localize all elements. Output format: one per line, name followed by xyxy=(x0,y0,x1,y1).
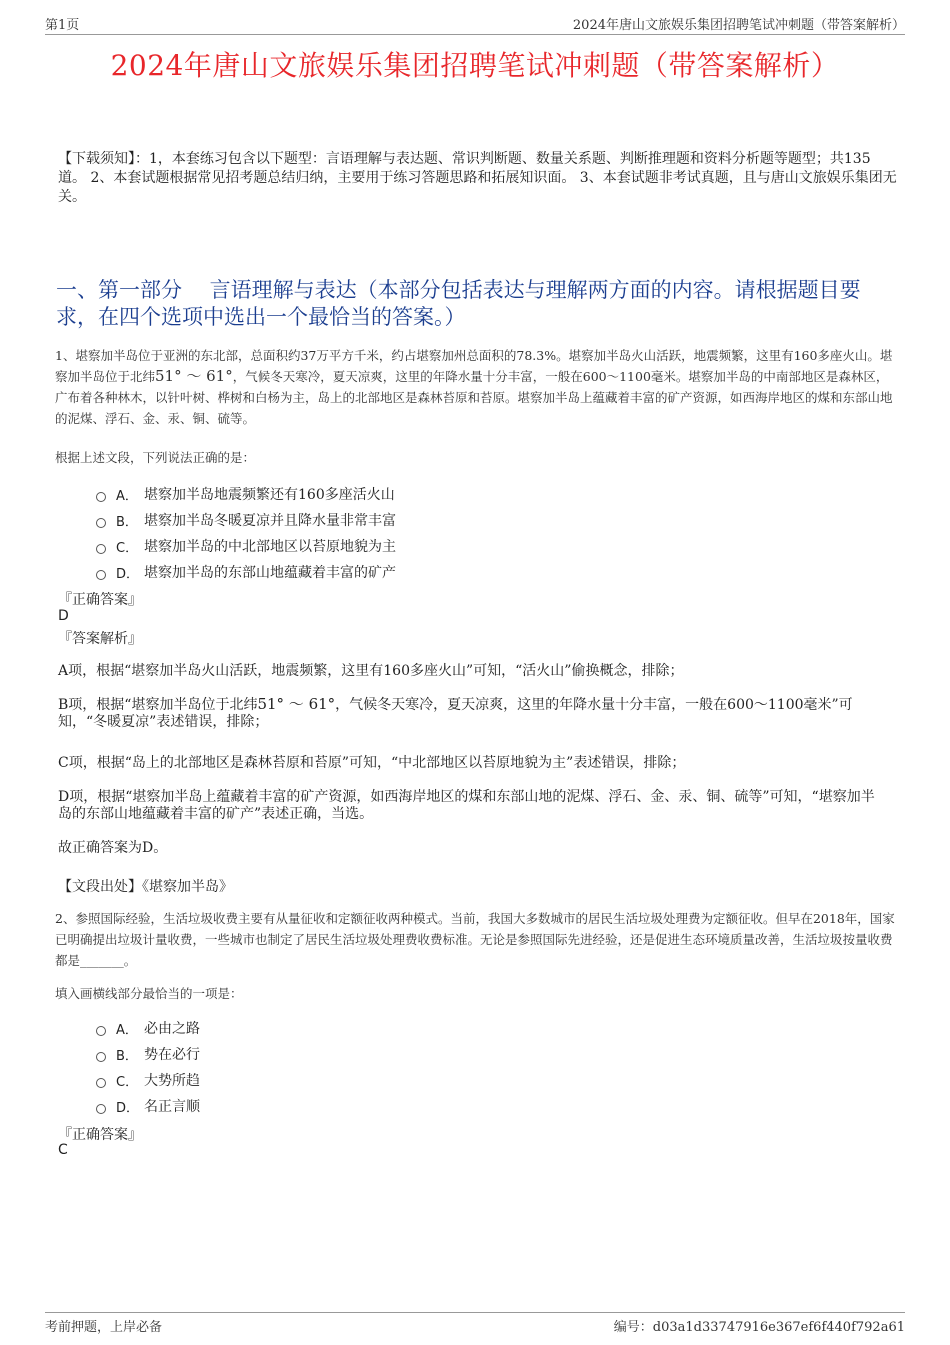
radio-icon[interactable] xyxy=(96,1104,106,1114)
explanation-d: D项，根据“堪察加半岛上蕴藏着丰富的矿产资源，如西海岸地区的煤和东部山地的泥煤、浮石、金、汞、铜、硫等”可知，“堪察加半岛的东部山地蕴藏着丰富的矿产”表述正确，当选。 xyxy=(58,789,875,822)
option-text: 名正言顺 xyxy=(144,1099,200,1115)
option-letter: C． xyxy=(116,1074,139,1090)
option-c[interactable] xyxy=(96,533,396,559)
option-b[interactable] xyxy=(96,1041,200,1067)
option-a[interactable] xyxy=(96,481,396,507)
explanation-c: C项，根据“岛上的北部地区是森林苔原和苔原”可知，“中北部地区以苔原地貌为主”表述错误，排除； xyxy=(58,755,686,771)
option-letter: D． xyxy=(116,1100,140,1116)
option-c[interactable] xyxy=(96,1067,200,1093)
option-letter: B． xyxy=(116,1048,138,1064)
section-title: 一、第一部分 言语理解与表达（本部分包括表达与理解两方面的内容。请根据题目要求，在四个选项中选出一个最恰当的答案。） xyxy=(56,278,861,329)
latitude-range: 51° ～ 61° xyxy=(257,695,336,713)
latitude-range: 51° ～ 61° xyxy=(155,367,233,385)
page-number: 第1页 xyxy=(45,18,80,33)
footer-slogan: 考前押题，上岸必备 xyxy=(45,1320,163,1335)
analysis-label: 『答案解析』 xyxy=(58,631,142,647)
question-1-text-part-b: ，气候冬天寒冷，夏天凉爽，这里的年降水量十分丰富，一般在600～1100毫米。堪察加半岛的中南部地区是森林区，广布着各种林木，以针叶树、桦树和白杨为主，岛上的北部地区是森林苔原和苔原。堪察加半岛上蕴藏着丰富的矿产资源，如西海岸地区的煤和东部山地的泥煤、浮石、金、汞、铜、硫等。 xyxy=(55,369,893,426)
radio-icon[interactable] xyxy=(96,1078,106,1088)
radio-icon[interactable] xyxy=(96,1026,106,1036)
explanation-a: A项，根据“堪察加半岛火山活跃，地震频繁，这里有160多座火山”可知，“活火山”偷换概念，排除； xyxy=(58,663,684,679)
explanation-b-part-1: B项，根据“堪察加半岛位于北纬 xyxy=(58,697,258,713)
radio-icon[interactable] xyxy=(96,518,106,528)
option-b[interactable] xyxy=(96,507,396,533)
passage-source: 【文段出处】《堪察加半岛》 xyxy=(58,879,233,895)
answer-value: C xyxy=(58,1142,68,1158)
option-letter: A． xyxy=(116,488,138,504)
option-text: 大势所趋 xyxy=(144,1073,200,1089)
option-d[interactable] xyxy=(96,1093,200,1119)
document-code: 编号：d03a1d33747916e367ef6f440f792a61 xyxy=(613,1320,905,1335)
question-2-options xyxy=(96,1015,200,1119)
option-letter: C． xyxy=(116,540,139,556)
answer-label: 『正确答案』 xyxy=(58,592,142,608)
option-letter: D． xyxy=(116,566,140,582)
radio-icon[interactable] xyxy=(96,544,106,554)
radio-icon[interactable] xyxy=(96,492,106,502)
question-2-prompt: 填入画横线部分最恰当的一项是： xyxy=(55,986,243,1001)
download-notice: 【下载须知】：1，本套练习包含以下题型：言语理解与表达题、常识判断题、数量关系题、判断推理题和资料分析题等题型；共135道。 2、本套试题根据常见招考题总结归纳，主要用于练习答题思路和拓展知识面。 3、本套试题非考试真题，且与唐山文旅娱乐集团无关。 xyxy=(58,151,897,205)
conclusion: 故正确答案为D。 xyxy=(58,840,168,856)
option-text: 必由之路 xyxy=(144,1021,200,1037)
radio-icon[interactable] xyxy=(96,570,106,580)
radio-icon[interactable] xyxy=(96,1052,106,1062)
option-text: 堪察加半岛冬暖夏凉并且降水量非常丰富 xyxy=(144,513,396,529)
question-1-text-part-a: 1、堪察加半岛位于亚洲的东北部，总面积约37万平方千米，约占堪察加州总面积的78.3%。堪察加半岛火山活跃，地震频繁，这里有160多座火山。堪察加半岛位于北纬 xyxy=(55,348,893,384)
option-text: 堪察加半岛的中北部地区以苔原地貌为主 xyxy=(144,539,396,555)
option-text: 势在必行 xyxy=(144,1047,200,1063)
answer-label: 『正确答案』 xyxy=(58,1127,142,1143)
page-footer xyxy=(45,1312,905,1335)
explanation-b xyxy=(58,696,888,731)
question-1-options xyxy=(96,481,396,585)
question-1-text xyxy=(55,345,900,429)
option-d[interactable] xyxy=(96,559,396,585)
question-2-text: 2、参照国际经验，生活垃圾收费主要有从量征收和定额征收两种模式。当前，我国大多数城市的居民生活垃圾处理费为定额征收。但早在2018年，国家已明确提出垃圾计量收费，一些城市也制定了居民生活垃圾处理费收费标准。无论是参照国际先进经验，还是促进生态环境质量改善，生活垃圾按量收费都是_______。 xyxy=(55,911,895,968)
page-title: 2024年唐山文旅娱乐集团招聘笔试冲刺题（带答案解析） xyxy=(110,49,840,82)
option-text: 堪察加半岛地震频繁还有160多座活火山 xyxy=(144,487,395,503)
answer-value: D xyxy=(58,608,69,624)
option-text: 堪察加半岛的东部山地蕴藏着丰富的矿产 xyxy=(144,565,396,581)
option-a[interactable] xyxy=(96,1015,200,1041)
option-letter: A． xyxy=(116,1022,138,1038)
page-header xyxy=(45,14,905,35)
header-doc-title: 2024年唐山文旅娱乐集团招聘笔试冲刺题（带答案解析） xyxy=(572,18,905,33)
explanation-b-part-2: ，气候冬天寒冷，夏天凉爽，这里的年降水量十分丰富，一般在600～1100毫米”可知，“冬暖夏凉”表述错误，排除； xyxy=(58,697,853,730)
question-1-prompt: 根据上述文段，下列说法正确的是： xyxy=(55,450,256,465)
option-letter: B． xyxy=(116,514,138,530)
